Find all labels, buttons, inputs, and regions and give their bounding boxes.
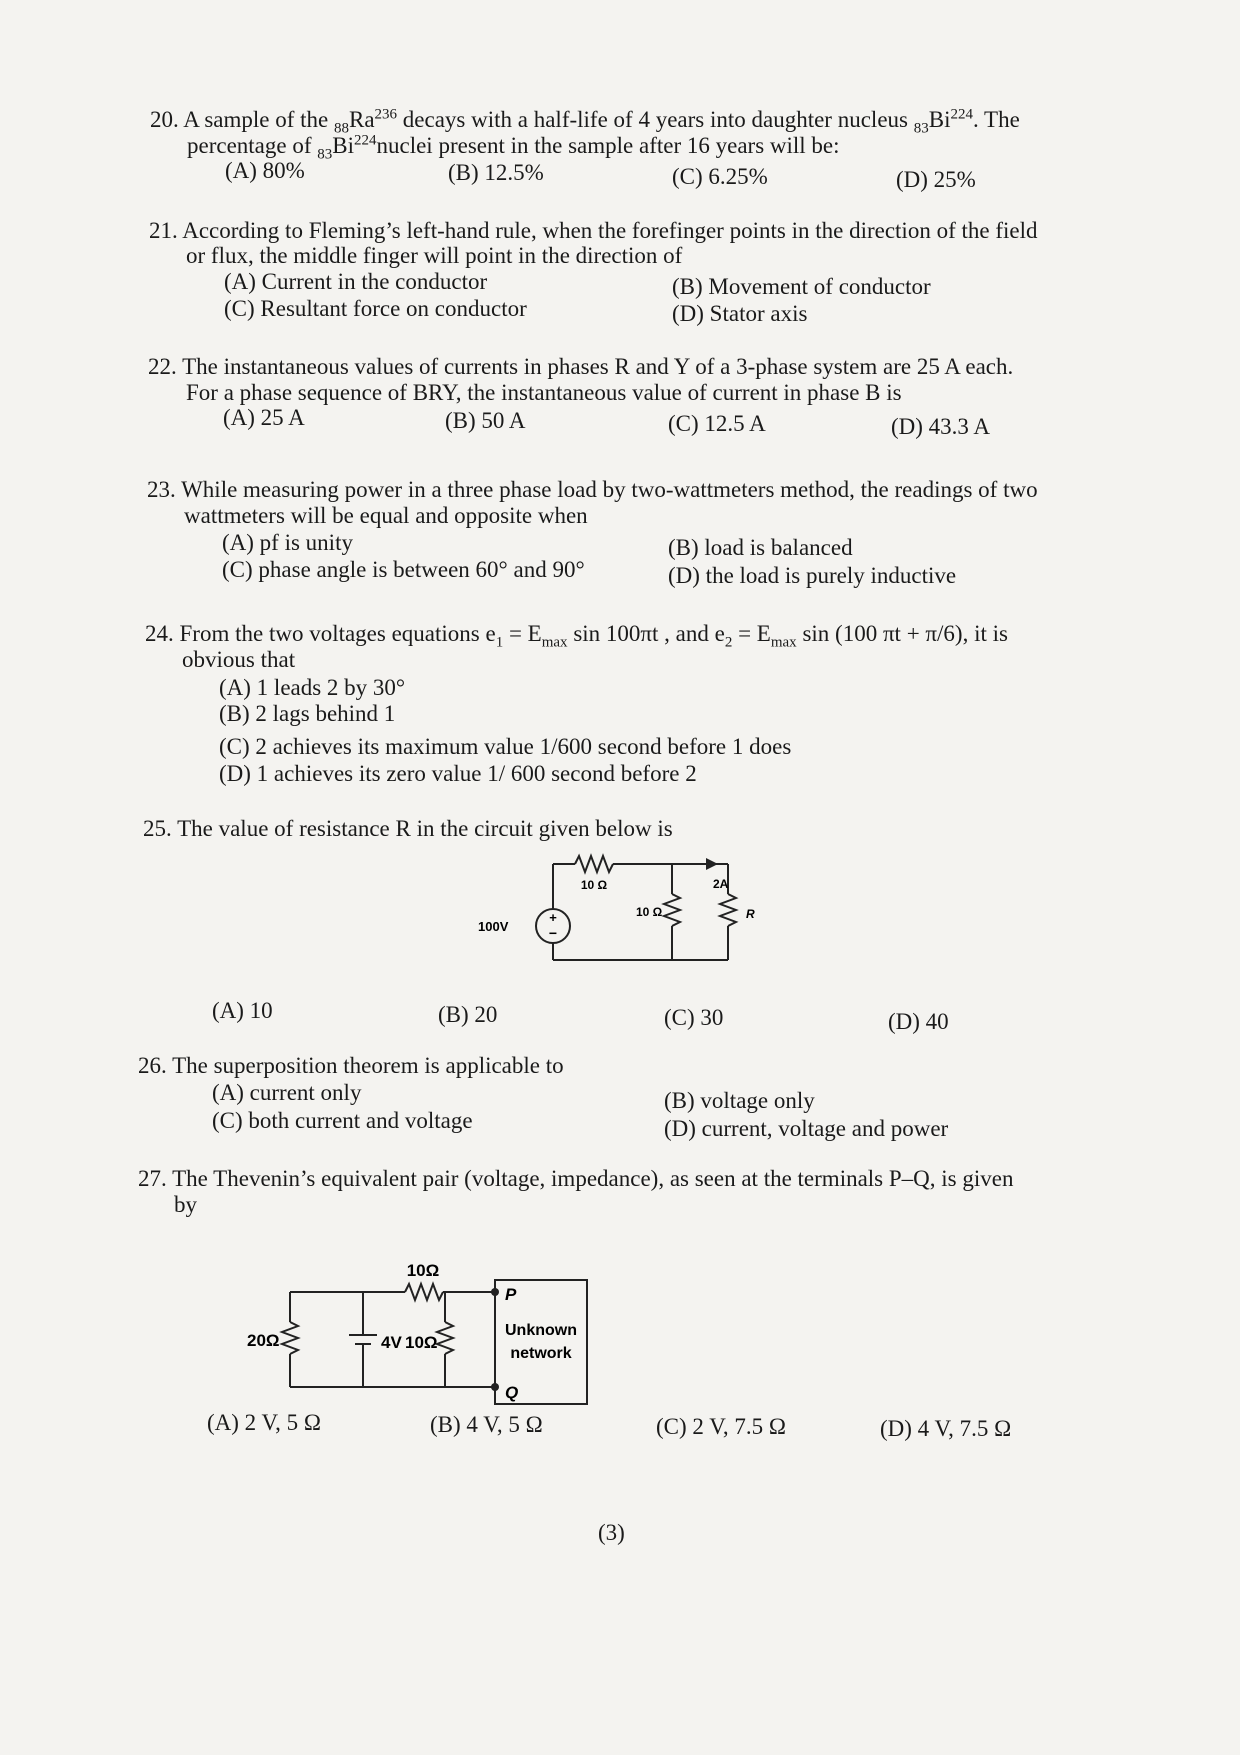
circuit-27-battery-label: 4V [381,1333,402,1352]
option-21-b: (B) Movement of conductor [672,274,931,299]
option-21-a: (A) Current in the conductor [224,269,488,294]
question-21-line-1: 21. According to Fleming’s left-hand rule, when the forefinger points in the direction of the field [149,218,1038,243]
option-22-b: (B) 50 A [445,408,526,433]
circuit-27-r-top-label: 10Ω [406,1261,440,1280]
option-25-a: (A) 10 [212,998,273,1023]
option-27-a: (A) 2 V, 5 Ω [207,1410,322,1435]
question-20-line-1: 20. A sample of the $_{88}Ra^{236}$ decays with a half-life of 4 years into daughter nucleus $_{83}Bi^{224}$. The [150,106,1020,137]
option-22-c: (C) 12.5 A [668,411,766,436]
question-23-line-2: wattmeters will be equal and opposite when [184,503,588,528]
circuit-25-r-label: R [746,907,755,921]
question-22-line-1: 22. The instantaneous values of currents in phases R and Y of a 3-phase system are 25 A each. [148,354,1014,379]
terminal-q-dot [491,1383,499,1391]
question-24-line-2: obvious that [182,647,296,672]
option-24-b: (B) 2 lags behind 1 [219,701,396,726]
option-23-b: (B) load is balanced [668,535,853,560]
circuit-25-current-label: 2A [713,877,729,891]
option-27-d: (D) 4 V, 7.5 Ω [880,1416,1012,1441]
circuit-25-source-label: 100V [478,919,509,934]
circuit-diagram-27 [247,1252,605,1412]
option-27-b: (B) 4 V, 5 Ω [430,1412,543,1437]
option-21-d: (D) Stator axis [672,301,808,326]
option-23-a: (A) pf is unity [222,530,353,555]
option-24-d: (D) 1 achieves its zero value 1/ 600 second before 2 [219,761,697,786]
option-20-a: (A) 80% [225,158,305,183]
question-25-line-1: 25. The value of resistance R in the circuit given below is [143,816,673,841]
option-27-c: (C) 2 V, 7.5 Ω [656,1414,786,1439]
option-24-c: (C) 2 achieves its maximum value 1/600 second before 1 does [219,734,792,759]
terminal-p-dot [491,1288,499,1296]
option-26-b: (B) voltage only [664,1088,815,1113]
option-26-d: (D) current, voltage and power [664,1116,949,1141]
question-20-line-2: percentage of $_{83}Bi^{224}nuclei$ present in the sample after 16 years will be: [187,132,840,163]
question-23-line-1: 23. While measuring power in a three phase load by two-wattmeters method, the readings of two [147,477,1038,502]
question-27-line-2: by [174,1192,197,1217]
option-20-c: (C) 6.25% [672,164,768,189]
option-25-d: (D) 40 [888,1009,949,1034]
circuit-27-box-line-1: Unknown [505,1322,577,1339]
circuit-25-minus: − [548,925,558,941]
option-23-c: (C) phase angle is between 60° and 90° [222,557,585,582]
option-23-d: (D) the load is purely inductive [668,563,957,588]
option-26-c: (C) both current and voltage [212,1108,473,1133]
question-26-line-1: 26. The superposition theorem is applicable to [138,1053,564,1078]
circuit-25-r2-label: 10 Ω [636,905,663,919]
option-22-a: (A) 25 A [223,405,305,430]
option-21-c: (C) Resultant force on conductor [224,296,527,321]
option-26-a: (A) current only [212,1080,362,1105]
page-number: (3) [598,1520,625,1545]
circuit-27-terminal-p: P [505,1285,517,1304]
option-22-d: (D) 43.3 A [891,414,991,439]
circuit-diagram-25 [470,848,790,968]
question-22-line-2: For a phase sequence of BRY, the instantaneous value of current in phase B is [186,380,902,405]
circuit-27-terminal-q: Q [505,1383,519,1402]
circuit-27-r-left-label: 20Ω [247,1331,280,1350]
question-27-line-1: 27. The Thevenin’s equivalent pair (voltage, impedance), as seen at the terminals P–Q, is given [138,1166,1014,1191]
circuit-25-plus: + [549,910,557,925]
option-25-c: (C) 30 [664,1005,724,1030]
option-24-a: (A) 1 leads 2 by 30° [219,675,406,700]
question-21-line-2: or flux, the middle finger will point in the direction of [186,243,683,268]
circuit-27-box-line-2: network [510,1345,572,1362]
option-20-d: (D) 25% [896,167,976,192]
option-20-b: (B) 12.5% [448,160,544,185]
question-24-line-1: 24. From the two voltages equations $e_1 = E_{max}$ sin 100πt , and $e_2 = E_{max}$ sin (100 πt + π/6), it is [145,621,1008,651]
circuit-25-r1-label: 10 Ω [580,878,608,892]
option-25-b: (B) 20 [438,1002,498,1027]
circuit-27-r-mid-label: 10Ω [405,1333,438,1352]
current-arrow-icon [706,858,718,870]
